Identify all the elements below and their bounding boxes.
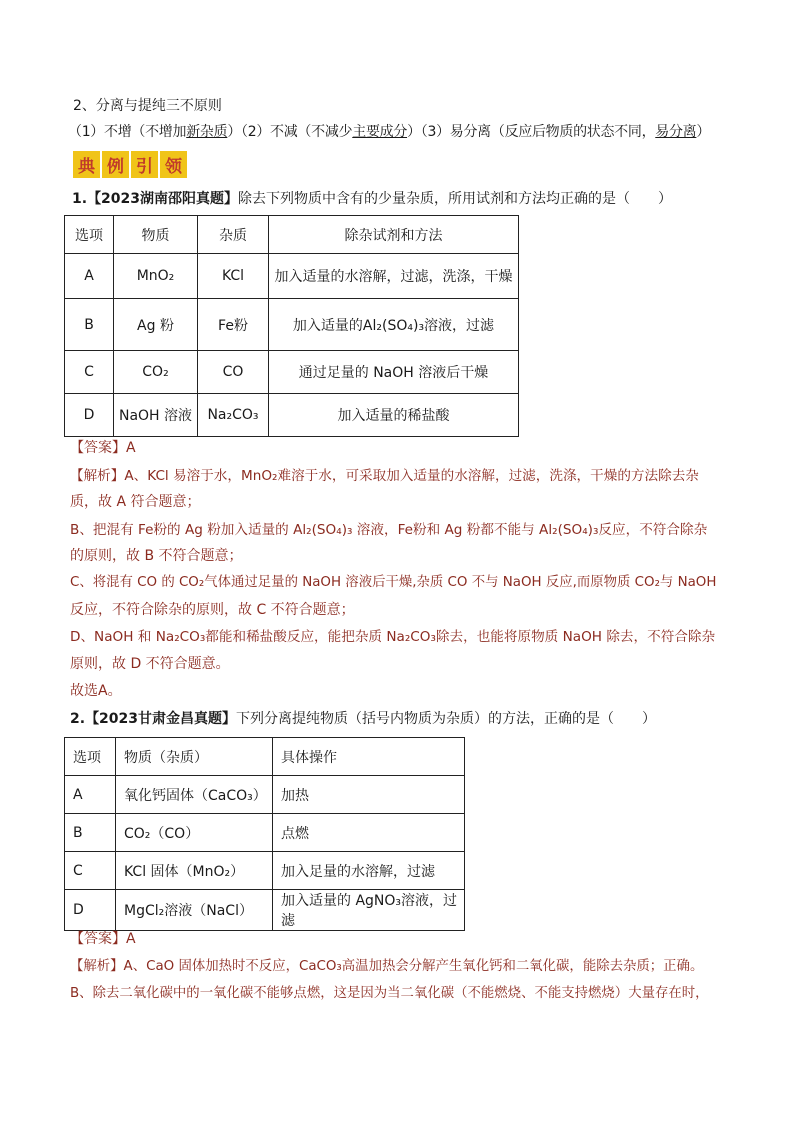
principle-1-text: （1）不增（不增加 xyxy=(68,124,187,140)
analysis-line: B、把混有 Fe粉的 Ag 粉加入适量的 Al₂(SO₄)₃ 溶液，Fe粉和 Ag 粉都不能与 Al₂(SO₄)₃反应，不符合除杂 xyxy=(70,522,708,538)
table-header: 选项 xyxy=(65,216,114,254)
answer-label: 【答案】A xyxy=(70,931,136,947)
table-cell: 加入适量的水溶解，过滤，洗涤，干燥 xyxy=(269,254,519,299)
badge-char: 领 xyxy=(160,151,187,178)
question-text: 下列分离提纯物质（括号内物质为杂质）的方法，正确的是（ ） xyxy=(236,711,657,727)
analysis-line: C、将混有 CO 的 CO₂气体通过足量的 NaOH 溶液后干燥,杂质 CO 不与 NaOH 反应,而原物质 CO₂与 NaOH xyxy=(70,575,717,590)
question-source: 【2023湖南邵阳真题】 xyxy=(87,191,239,207)
table-row xyxy=(65,394,519,437)
question-2-table xyxy=(64,737,465,931)
table-row xyxy=(65,351,519,394)
analysis-line: 原则，故 D 不符合题意。 xyxy=(70,656,230,672)
table-cell: CO xyxy=(198,351,269,394)
table-header: 除杂试剂和方法 xyxy=(269,216,519,254)
question-number: 2. xyxy=(70,711,86,727)
table-cell: C xyxy=(65,852,116,890)
analysis-line: D、NaOH 和 Na₂CO₃都能和稀盐酸反应，能把杂质 Na₂CO₃除去，也能将原物质 NaOH 除去，不符合除杂 xyxy=(70,629,716,645)
table-cell: B xyxy=(65,299,114,351)
table-header-row xyxy=(65,738,465,776)
answer-label: 【答案】A xyxy=(70,440,136,456)
table-cell: Na₂CO₃ xyxy=(198,394,269,437)
principle-end: ） xyxy=(696,124,711,140)
analysis-line: 质，故 A 符合题意； xyxy=(70,494,201,510)
table-cell: C xyxy=(65,351,114,394)
table-cell: D xyxy=(65,394,114,437)
table-cell: Ag 粉 xyxy=(114,299,198,351)
badge-char: 典 xyxy=(73,151,100,178)
question-text: 除去下列物质中含有的少量杂质，所用试剂和方法均正确的是（ ） xyxy=(238,191,673,207)
badge-char: 引 xyxy=(131,151,158,178)
principle-2-keyword: 主要成分 xyxy=(352,124,408,140)
principle-1-keyword: 新杂质 xyxy=(186,124,228,140)
table-cell: B xyxy=(65,814,116,852)
question-1-table xyxy=(64,215,519,437)
table-header: 物质 xyxy=(114,216,198,254)
table-row xyxy=(65,299,519,351)
table-cell: 加入适量的Al₂(SO₄)₃溶液，过滤 xyxy=(269,299,519,351)
table-cell: 氧化钙固体（CaCO₃） xyxy=(116,776,273,814)
table-header: 选项 xyxy=(65,738,116,776)
table-cell: 点燃 xyxy=(273,814,465,852)
table-row xyxy=(65,890,465,931)
table-cell: A xyxy=(65,776,116,814)
table-cell: 加入适量的 AgNO₃溶液，过滤 xyxy=(273,890,465,931)
analysis-line: 的原则，故 B 不符合题意； xyxy=(70,548,243,564)
table-cell: 加热 xyxy=(273,776,465,814)
table-row xyxy=(65,814,465,852)
analysis-line: 【解析】A、KCl 易溶于水，MnO₂难溶于水，可采取加入适量的水溶解，过滤，洗涤，干燥的方法除去杂 xyxy=(70,468,699,484)
table-cell: 加入适量的稀盐酸 xyxy=(269,394,519,437)
analysis-line: 反应，不符合除杂的原则，故 C 不符合题意； xyxy=(70,602,355,618)
principles-line xyxy=(68,122,710,142)
analysis-line: B、除去二氧化碳中的一氧化碳不能够点燃，这是因为当二氧化碳（不能燃烧、不能支持燃烧）大量存在时， xyxy=(70,986,709,1001)
table-header: 具体操作 xyxy=(273,738,465,776)
analysis-line: 【解析】A、CaO 固体加热时不反应，CaCO₃高温加热会分解产生氧化钙和二氧化碳，能除去杂质；正确。 xyxy=(70,959,704,974)
badge-char: 例 xyxy=(102,151,129,178)
table-cell: 加入足量的水溶解，过滤 xyxy=(273,852,465,890)
table-cell: KCl xyxy=(198,254,269,299)
table-cell: CO₂（CO） xyxy=(116,814,273,852)
question-2 xyxy=(70,709,656,729)
table-header-row xyxy=(65,216,519,254)
question-source: 【2023甘肃金昌真题】 xyxy=(85,711,237,727)
table-header: 杂质 xyxy=(198,216,269,254)
table-cell: MgCl₂溶液（NaCl） xyxy=(116,890,273,931)
example-badge-row xyxy=(73,151,187,178)
table-cell: MnO₂ xyxy=(114,254,198,299)
table-cell: Fe粉 xyxy=(198,299,269,351)
principle-2-text: ）（2）不减（不减少 xyxy=(227,124,353,140)
section-heading: 2、分离与提纯三不原则 xyxy=(73,98,222,114)
question-number: 1. xyxy=(72,191,88,207)
table-row xyxy=(65,852,465,890)
principle-3-keyword: 易分离 xyxy=(655,124,697,140)
table-header: 物质（杂质） xyxy=(116,738,273,776)
principle-3-text: ）（3）易分离（反应后物质的状态不同， xyxy=(407,124,656,140)
table-cell: NaOH 溶液 xyxy=(114,394,198,437)
table-row xyxy=(65,776,465,814)
table-row xyxy=(65,254,519,299)
table-cell: KCl 固体（MnO₂） xyxy=(116,852,273,890)
table-cell: D xyxy=(65,890,116,931)
table-cell: 通过足量的 NaOH 溶液后干燥 xyxy=(269,351,519,394)
analysis-line: 故选A。 xyxy=(70,683,122,699)
table-cell: A xyxy=(65,254,114,299)
table-cell: CO₂ xyxy=(114,351,198,394)
question-1 xyxy=(72,189,672,209)
